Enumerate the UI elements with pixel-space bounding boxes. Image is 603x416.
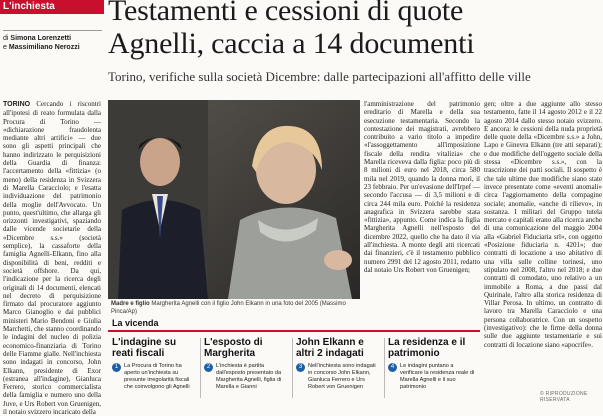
photo-illustration xyxy=(108,100,360,299)
divider xyxy=(200,338,201,398)
headline-line-1: Testamenti e cessioni di quote xyxy=(108,0,464,27)
box-4-number: 4 xyxy=(388,363,397,372)
subheadline: Torino, verifiche sulla società Dicembre: dalle partecipazioni all'affitto delle ville xyxy=(108,69,531,84)
photo-caption xyxy=(111,300,361,316)
divider xyxy=(292,338,293,398)
box-3-title: John Elkann e altri 2 indagati xyxy=(296,337,364,359)
divider xyxy=(384,338,385,398)
box-2-title: L'esposto di Margherita xyxy=(204,337,263,359)
caption-title: Madre e figlio xyxy=(111,301,150,307)
dateline: TORINO xyxy=(3,101,31,108)
byline-author-2: Massimiliano Nerozzi xyxy=(8,44,80,51)
box-1-title: L'indagine su reati fiscali xyxy=(112,337,177,359)
article-column-1 xyxy=(3,100,101,416)
box-4-title: La residenza e il patrimonio xyxy=(388,337,466,359)
article-column-4: gen; oltre a due aggiunte allo stesso testamento, fatte il 14 agosto 2012 e il 22 agosto 2014 dallo stesso notaio svizzero. E ancora: le cessioni della nuda proprietà delle quote della «Dicembre s.s.» a John, Lapo e Ginevra Elkann (tre atti separati); e due modifiche dell'oggetto sociale della stessa «Dicembre s.s.», con la trascrizione dei patti sociali. Il sospetto è che tale ultime due modifiche siano state invece presentate come «eventi anomali» circa l'aggiornamento della compagine sociale; anomalie, «anche di rilievo», in sostanza. I militari del Gruppo tutela mercato e capitali erano alla ricerca anche di una comunicazione del maggio 2004 alla «Gabriel Fiduciaria srl», con oggetto «Posizione fiduciaria n. 4201»; due contratti di locazione a uso abitativo di una villa sulle colline torinesi, uno stipulato nel 2008, l'altro nel 2018; e due contratti di comodato, uno relativo a un immobile a Roma, a due passi dal Quirinale, l'altro alla storica residenza di Villar Perosa. In ultimo, un contratto di lavoro tra Marella Caracciolo e una persona collaboratrice. Con un sospetto (investigativo): che le firme della donna sulle due aggiunte testamentarie e sui contratti di locazione siano «apocrife». xyxy=(484,100,602,349)
divider xyxy=(3,30,102,31)
box-4 xyxy=(388,337,478,391)
box-3 xyxy=(296,337,382,391)
box-2-number: 2 xyxy=(204,363,213,372)
vicenda-rule xyxy=(108,330,480,332)
caption-text: Margherita Agnelli con il figlio John Elkann in una foto del 2005 (Massimo Pinca/Ap) xyxy=(111,301,346,315)
box-1-number: 1 xyxy=(112,363,121,372)
headline-line-2: Agnelli, caccia a 14 documenti xyxy=(108,27,475,60)
box-1 xyxy=(112,337,198,391)
byline xyxy=(3,34,103,52)
article-photo xyxy=(108,100,360,299)
box-3-text: Nell'inchiesta sono indagati in concorso John Elkann, Gianluca Ferrero e Urs Robert von Gruenigen xyxy=(308,363,376,390)
box-2 xyxy=(204,337,290,391)
byline-joiner: e xyxy=(3,44,7,51)
article-column-3: l'amministrazione del patrimonio ereditario di Marella e della sua esecuzione testamentaria. Secondo la contestazione dei magistrati, avrebbero contribuito a vario titolo a impedire «l'assoggettamento all'imposizione fiscale della rendita vitalizia» che Marella riceveva dalla figlia: poco più di 8 milioni di euro nel 2018, circa 580 mila nel 2019, quando la donna morì, il 23 febbraio. Per un'evasione dell'Irpef — secondo l'accusa — di 3,5 milioni e di circa 244 mila euro. Poiché la residenza anagrafica in Svizzera sarebbe stata «fittizia», appunto. Come indica la figlia Margherita Agnelli nell'esposto del dicembre 2022, quello che ha dato il via all'inchiesta. A monte degli atti ricercati dai finanzieri, c'è il testamento pubblico numero 2991 del 12 agosto 2011, redatto dal notaio Urs Robert von Gruenigen; xyxy=(364,100,480,274)
box-3-number: 3 xyxy=(296,363,305,372)
section-tag: L'inchiesta xyxy=(0,0,104,14)
box-2-text: L'inchiesta è partita dall'esposto presentato da Margherita Agnelli, figlia di Marella e Gianni xyxy=(216,363,282,390)
byline-prefix: di xyxy=(3,35,9,42)
headline xyxy=(108,0,603,60)
vicenda-label: La vicenda xyxy=(112,318,159,328)
byline-author-1: Simona Lorenzetti xyxy=(10,35,72,42)
article-text-1: Cercando i riscontri all'ipotesi di reato formulata dalla Procura di Torino — «dichiarazione fraudolenta mediante altri artifici» — due sono gli aspetti principali che hanno indirizzato le perquisizioni della Guardia di finanza: l'accertamento della «fittizia» (o meno) della residenza in Svizzera di Marella Caracciolo; e l'esatta individuazione del patrimonio della moglie dell'Avvocato. Un punto, quest'ultimo, che allarga gli orizzonti investigativi, spaziando dalle vicende societarie della «Dicembre s.s.» (società semplice), la cassaforte della famiglia Agnelli-Elkann, fino alla disponibilità di beni, redditi e società offshore. Da qui, l'indicazione per la ricerca degli originali di 14 documenti, elencati nel decreto di perquisizione firmato dal procuratore aggiunto Marco Gianoglio e dai pubblici ministeri Mario Bendoni e Giulia Marchetti, che stanno coordinando le indagini del nucleo di polizia economico-finanziaria di Torino delle Fiamme gialle. Nell'inchiesta sono indagati in concorso, John Elkann, presidente di Exor (estranea all'indagine), Gianluca Ferrero, storico commercialista della famiglia e numero uno della Juve, e Urs Robert von Gruenigen, il notaio svizzero incaricato della xyxy=(3,100,101,416)
box-4-text: Le indagini puntano a verificare la residenza reale di Marella Agnelli e il suo patrimonio xyxy=(400,363,475,390)
copyright-notice: © RIPRODUZIONE RISERVATA xyxy=(540,391,588,403)
box-1-text: La Procura di Torino ha aperto un'inchiesta su presunte irregolarità fiscali che coinvolgono gli Agnelli xyxy=(124,363,190,390)
